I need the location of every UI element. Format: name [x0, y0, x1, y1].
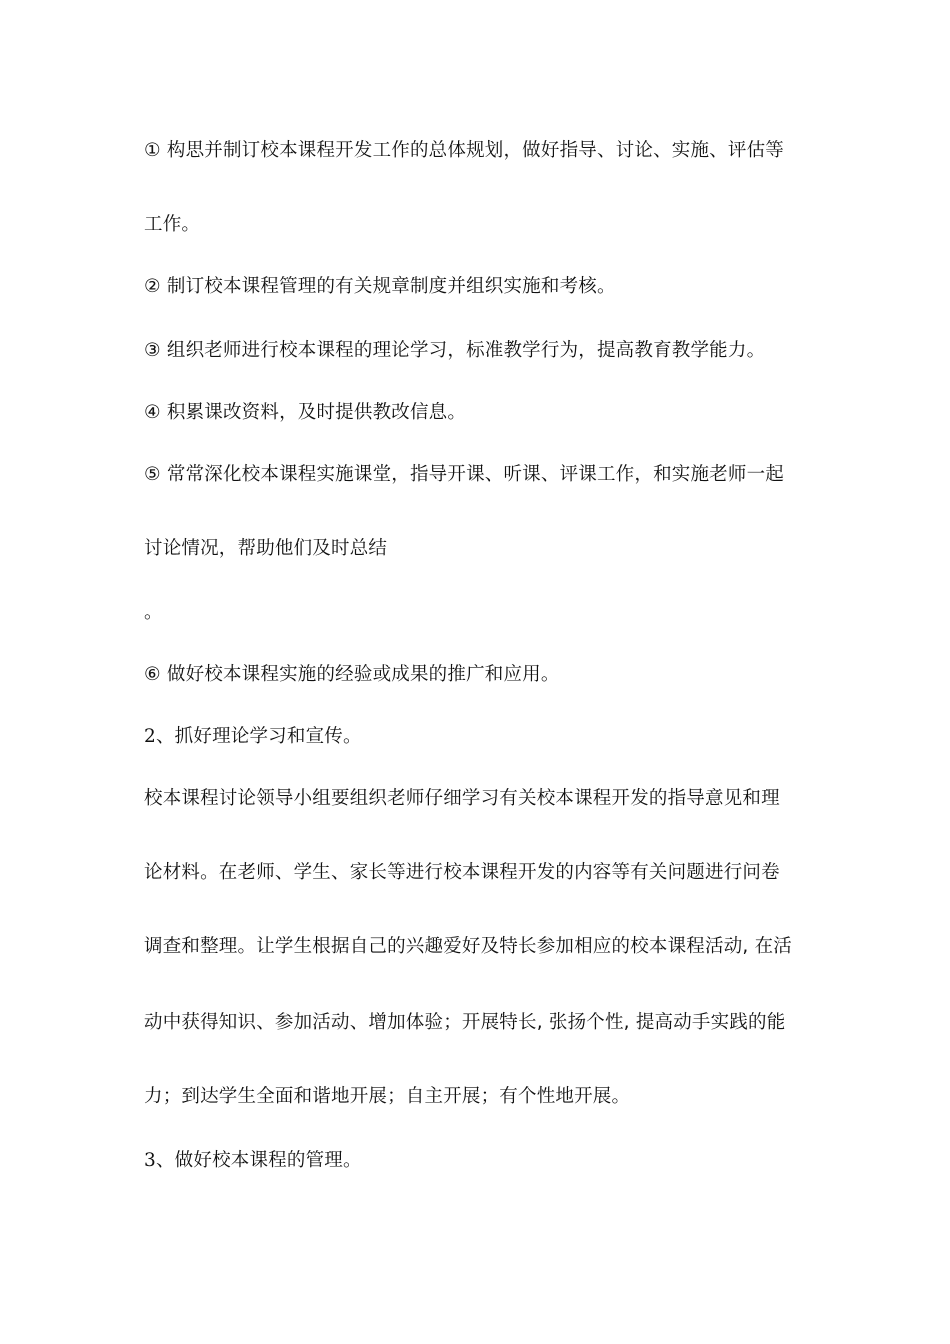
paragraph-line: 讨论情况，帮助他们及时总结	[144, 538, 388, 559]
section-heading: 3、做好校本课程的管理。	[144, 1150, 362, 1171]
paragraph-line: 校本课程讨论领导小组要组织老师仔细学习有关校本课程开发的指导意见和理	[144, 788, 780, 809]
paragraph-line: 调查和整理。让学生根据自己的兴趣爱好及特长参加相应的校本课程活动, 在活	[144, 936, 792, 957]
paragraph-line: ③ 组织老师进行校本课程的理论学习，标准教学行为，提高教育教学能力。	[144, 340, 766, 361]
paragraph-line: ④ 积累课改资料，及时提供教改信息。	[144, 402, 467, 423]
paragraph-line: 。	[144, 602, 163, 623]
paragraph-line: ⑤ 常常深化校本课程实施课堂，指导开课、听课、评课工作，和实施老师一起	[144, 464, 784, 485]
paragraph-line: 工作。	[144, 214, 201, 235]
paragraph-line: 力；到达学生全面和谐地开展；自主开展；有个性地开展。	[144, 1086, 631, 1107]
paragraph-line: 论材料。在老师、学生、家长等进行校本课程开发的内容等有关问题进行问卷	[144, 862, 780, 883]
section-heading: 2、抓好理论学习和宣传。	[144, 726, 362, 747]
paragraph-line: ① 构思并制订校本课程开发工作的总体规划，做好指导、讨论、实施、评估等	[144, 140, 784, 161]
paragraph-line: ⑥ 做好校本课程实施的经验或成果的推广和应用。	[144, 664, 560, 685]
paragraph-line: 动中获得知识、参加活动、增加体验；开展特长, 张扬个性, 提高动手实践的能	[144, 1012, 786, 1033]
paragraph-line: ② 制订校本课程管理的有关规章制度并组织实施和考核。	[144, 276, 616, 297]
